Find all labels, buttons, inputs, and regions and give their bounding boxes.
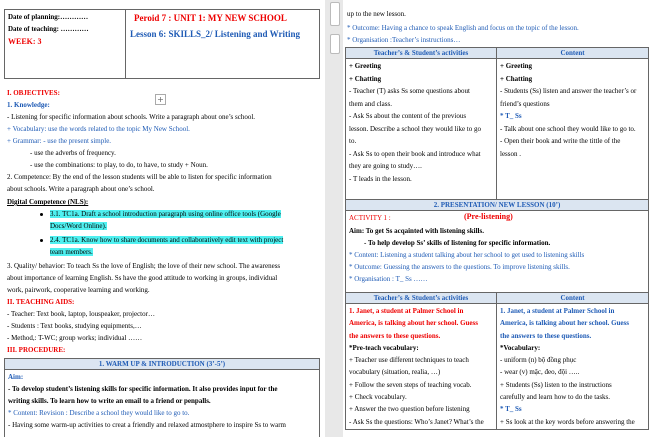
lesson-title: Lesson 6: SKILLS_2/ Listening and Writing <box>130 29 300 39</box>
nls-item-1 <box>50 210 281 218</box>
nls-item-2b <box>50 248 93 256</box>
cell-line: + Answer the two question before listening <box>349 405 470 414</box>
aim-text: - To develop student’s listening skills for specific information. It also provides input for the <box>8 385 278 393</box>
content-text: * Content: Listening a student talking about her school to get used to listening skills <box>349 251 585 259</box>
warmup-activity-text: - Having some warm-up activities to creat a friendly and relaxed atmostphere to inspire Ss to warm <box>8 421 286 429</box>
digital-competence-title: Digital Competence (NLS): <box>7 198 89 206</box>
cell-line: - wear (v) mặc, đeo, đội ….. <box>500 368 580 377</box>
vocabulary-text: + Vocabulary: use the words related to the topic My New School. <box>7 125 190 133</box>
cell-line: 1. Janet, a student at Palmer School in <box>500 307 615 315</box>
knowledge-text: - Listening for specific information about schools. Write a paragraph about one’s school. <box>7 113 256 121</box>
date-of-planning: Date of planning:………… <box>8 13 89 21</box>
warmup-box <box>4 358 320 437</box>
presentation-title: 2. PRESENTATION/ NEW LESSON (10’) <box>346 200 648 211</box>
cell-line: - Open their book and write the tittle of the <box>500 137 621 145</box>
period-title: Peroid 7 : UNIT 1: MY NEW SCHOOL <box>134 13 287 23</box>
grammar-text: + Grammar: - use the present simple. <box>7 137 112 145</box>
cell-line: America, is talking about her school. Guess <box>349 319 478 328</box>
cell-line: + Greeting <box>500 62 533 70</box>
objectives-title: I. OBJECTIVES: <box>7 89 60 97</box>
quality-text-3: work, pairwork, cooperative learning and working. <box>7 286 150 294</box>
cell-line: to. <box>349 137 357 145</box>
organisation-text: * Organisation : T_ Ss …… <box>349 275 428 283</box>
highlighted-text: Docs/Word Online). <box>50 222 107 230</box>
highlighted-text: team members. <box>50 248 93 256</box>
cell-line: - Talk about one school they would like to go to. <box>500 124 636 133</box>
activities-cell <box>346 304 497 430</box>
knowledge-title: 1. Knowledge: <box>7 101 50 109</box>
cell-line: lesson . <box>500 149 521 158</box>
procedure-title: III. PROCEDURE: <box>7 346 66 354</box>
cell-line: America, is talking about her school. Guess <box>500 319 629 328</box>
aim-text-2: writing skills. To learn how to write an email to a friend or penpalls. <box>8 397 211 405</box>
cell-line: * T_ Ss <box>500 112 522 120</box>
aids-method: - Method,: T-WC; group works; individual …… <box>7 334 143 342</box>
aim-text-2: - To help develop Ss’ skills of listening for specific information. <box>364 239 551 247</box>
prelistening-table <box>345 292 649 430</box>
date-of-teaching: Date of teaching: ………… <box>8 25 89 33</box>
cell-line: - Ask Ss the questions: Who’s Janet? What’s the <box>349 417 484 426</box>
organisation-text: * Organisation :Teacher’s instructions… <box>347 36 461 44</box>
header-table <box>4 9 320 79</box>
week-label: WEEK: 3 <box>8 37 42 46</box>
header-lesson-cell <box>126 10 320 79</box>
aim-text: Aim: To get Ss acqainted with listening skills. <box>349 227 484 235</box>
outcome-text: * Outcome: Guessing the answers to the questions. To improve listening skills. <box>349 263 570 271</box>
cell-line: 1. Janet, a student at Palmer School in <box>349 307 464 315</box>
content-cell <box>497 304 649 430</box>
cell-line: - Students (Ss) listen and answer the teacher’s or <box>500 87 637 95</box>
presentation-section <box>345 199 649 293</box>
warmup-activities-table <box>345 47 649 200</box>
pre-listening-label: (Pre-listening) <box>464 212 513 221</box>
grammar-text-3: - use the combinations: to play, to do, to have, to study + Noun. <box>30 161 208 169</box>
add-row-icon[interactable]: + <box>155 94 166 105</box>
teaching-aids-title: II. TEACHING AIDS: <box>7 298 75 306</box>
aim-label: Aim: <box>8 373 24 381</box>
cell-line: carefully and learn how to do the tasks. <box>500 393 611 402</box>
cell-line: the answers to these questions. <box>349 331 441 340</box>
content-cell <box>497 59 649 200</box>
cell-line: them and class. <box>349 99 392 108</box>
cell-line: + Check vocabulary. <box>349 393 407 402</box>
scroll-handle[interactable] <box>330 34 340 54</box>
cell-line: + Ss look at the key words before answering the <box>500 417 635 426</box>
cell-line: they are going to study…. <box>349 162 422 170</box>
cell-line: + Greeting <box>349 62 382 70</box>
page-gap <box>325 0 343 437</box>
highlighted-text: 3.1. TC1a. Draft a school introduction paragraph using online office tools (Google <box>50 210 281 218</box>
grammar-text-2: - use the adverbs of frequency. <box>30 149 116 157</box>
nls-item-1b <box>50 222 107 230</box>
activity-label: ACTIVITY 1 : <box>349 214 391 222</box>
col-content-header: Content <box>497 293 649 304</box>
cell-line: - Ask Ss about the content of the previous <box>349 112 467 120</box>
cell-line: lesson. Describe a school they would like to go <box>349 124 482 133</box>
col-activities-header: Teacher’s & Student’s activities <box>346 293 497 304</box>
col-content-header: Content <box>497 48 649 59</box>
outcome-text: * Outcome: Having a chance to speak English and focus on the topic of the lesson. <box>347 24 579 32</box>
nls-item-2 <box>50 236 283 244</box>
cell-line: + Chatting <box>349 74 382 83</box>
cell-line: vocabulary (situation, realia, …) <box>349 368 441 377</box>
header-dates-cell <box>5 10 126 79</box>
warmup-title: 1. WARM UP & INTRODUCTION (3’-5’) <box>5 359 319 370</box>
content-text: * Content: Revision : Describe a school they would like to go to. <box>8 409 190 417</box>
quality-text-2: about importance of learning English. Ss have the good attitude to working in groups, individual <box>7 274 278 282</box>
cell-line: *Pre-teach vocabulary: <box>349 343 419 352</box>
cell-line: + Students (Ss) listen to the instructions <box>500 380 612 389</box>
cell-line: + Follow the seven steps of teaching vocab. <box>349 380 472 389</box>
cell-line: - Ask Ss to open their book and introduce what <box>349 149 481 158</box>
activities-cell <box>346 59 497 200</box>
cell-line: - Teacher (T) asks Ss some questions about <box>349 87 470 95</box>
cell-line: + Chatting <box>500 74 533 83</box>
quality-text: 3. Quality/ behavior: To teach Ss the love of English; the love of their new school. The awareness <box>7 262 281 270</box>
aids-teacher: - Teacher: Text book, laptop, louspeaker, projector… <box>7 310 155 318</box>
cell-line: the answers to these questions. <box>500 331 592 340</box>
cell-line: * T_ Ss <box>500 405 522 414</box>
scroll-handle[interactable] <box>330 2 340 26</box>
cell-line: - T leads in the lesson. <box>349 174 412 183</box>
cell-line: *Vocabulary: <box>500 343 541 352</box>
bullet <box>40 213 43 216</box>
cell-line: - uniform (n) bộ đồng phục <box>500 356 577 365</box>
right-page <box>343 0 650 437</box>
competence-text: 2. Competence: By the end of the lesson students will be able to listen for specific information <box>7 173 272 181</box>
continued-text: up to the new lesson. <box>347 10 406 18</box>
bullet <box>40 239 43 242</box>
highlighted-text: 2.4. TC1a. Know how to share documents and collaboratively edit text with project <box>50 236 284 244</box>
cell-line: friend’s questions <box>500 99 550 108</box>
col-activities-header: Teacher’s & Student’s activities <box>346 48 497 59</box>
aids-students: - Students : Text books, studying equipments,… <box>7 322 142 330</box>
competence-text-2: about schools. Write a paragraph about one’s school. <box>7 185 155 193</box>
cell-line: + Teacher use different techniques to teach <box>349 356 469 365</box>
